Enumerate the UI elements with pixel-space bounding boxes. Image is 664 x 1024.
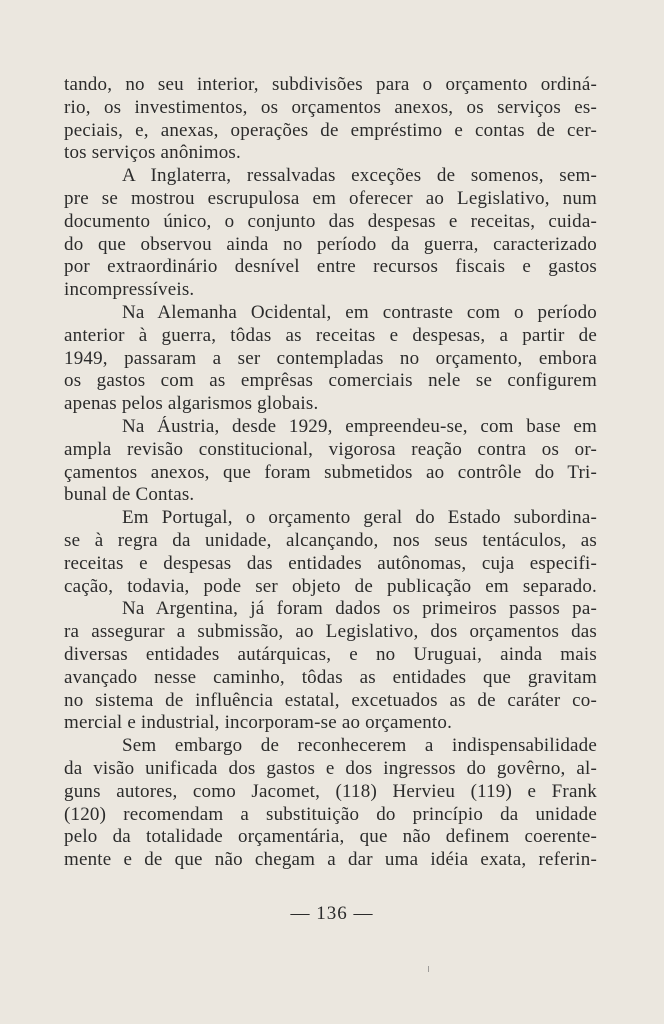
text-line: pre se mostrou escrupulosa em oferecer ao Legislativo, num <box>64 187 597 209</box>
text-line: Na Argentina, já foram dados os primeiros passos pa- <box>122 598 597 620</box>
text-line: incompressíveis. <box>64 279 195 301</box>
text-line: (120) recomendam a substituição do princípio da unidade <box>64 803 597 825</box>
text-line: documento único, o conjunto das despesas e receitas, cuida- <box>64 210 597 232</box>
text-line: Na Alemanha Ocidental, em contraste com o período <box>122 301 597 323</box>
text-line: cação, todavia, pode ser objeto de publicação em separado. <box>64 575 597 597</box>
text-line: tos serviços anônimos. <box>64 142 241 164</box>
text-line: apenas pelos algarismos globais. <box>64 393 319 415</box>
text-line: do que observou ainda no período da guerra, caracterizado <box>64 233 597 255</box>
text-line: da visão unificada dos gastos e dos ingressos do govêrno, al- <box>64 757 597 779</box>
text-line: 1949, passaram a ser contempladas no orçamento, embora <box>64 347 597 369</box>
text-line: rio, os investimentos, os orçamentos anexos, os serviços es- <box>64 96 597 118</box>
text-line: por extraordinário desnível entre recursos fiscais e gastos <box>64 256 597 278</box>
text-line: çamentos anexos, que foram submetidos ao contrôle do Tri- <box>64 461 597 483</box>
text-line: mente e de que não chegam a dar uma idéia exata, referin- <box>64 849 597 871</box>
text-line: pelo da totalidade orçamentária, que não definem coerente- <box>64 826 597 848</box>
paper-speck <box>428 966 429 972</box>
text-line: no sistema de influência estatal, excetuados as de caráter co- <box>64 689 597 711</box>
text-line: guns autores, como Jacomet, (118) Hervieu (119) e Frank <box>64 780 597 802</box>
text-line: bunal de Contas. <box>64 484 195 506</box>
text-line: avançado nesse caminho, tôdas as entidades que gravitam <box>64 666 597 688</box>
text-line: diversas entidades autárquicas, e no Uruguai, ainda mais <box>64 643 597 665</box>
text-line: mercial e industrial, incorporam-se ao orçamento. <box>64 712 453 734</box>
text-line: Em Portugal, o orçamento geral do Estado subordina- <box>122 507 597 529</box>
text-line: anterior à guerra, tôdas as receitas e despesas, a partir de <box>64 324 597 346</box>
body-text <box>64 74 597 872</box>
text-line: Na Áustria, desde 1929, empreendeu-se, com base em <box>122 415 597 437</box>
text-line: peciais, e, anexas, operações de empréstimo e contas de cer- <box>64 119 597 141</box>
text-line: ra assegurar a submissão, ao Legislativo, dos orçamentos das <box>64 621 597 643</box>
text-line: Sem embargo de reconhecerem a indispensabilidade <box>122 735 597 757</box>
page-number: — 136 — <box>290 903 374 924</box>
text-line: se à regra da unidade, alcançando, nos seus tentáculos, as <box>64 529 597 551</box>
text-line: tando, no seu interior, subdivisões para o orçamento ordiná- <box>64 74 597 95</box>
text-line: ampla revisão constitucional, vigorosa reação contra os or- <box>64 438 597 460</box>
text-line: A Inglaterra, ressalvadas exceções de somenos, sem- <box>122 165 597 187</box>
text-line: os gastos com as emprêsas comerciais nele se configurem <box>64 370 597 392</box>
text-line: receitas e despesas das entidades autônomas, cuja especifi- <box>64 552 597 574</box>
